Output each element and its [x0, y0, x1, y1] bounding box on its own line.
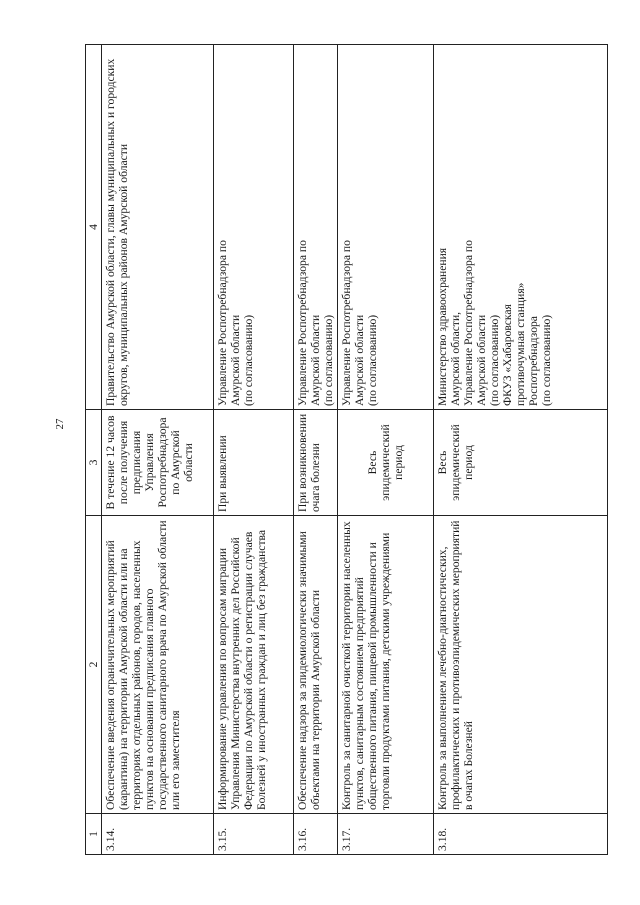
row-number: 3.17. [338, 814, 434, 855]
table-header-row [86, 45, 102, 855]
executor-cell: Управление Роспотребнадзора по Амурской области (по согласованию) [338, 45, 434, 410]
measure-cell: Контроль за выполнением лечебно-диагностических, профилактических и противоэпидемических мероприятий в очагах Болезней [434, 516, 608, 814]
measure-cell: Обеспечение введения ограничительных мероприятий (карантина) на территории Амурской области или на территориях отдельных районов, городов, населенных пунктов на основании предписания главного государственного санитарного врача по Амурской области или его заместителя [102, 516, 214, 814]
term-cell: При возникновении очага болезни [294, 410, 338, 516]
term-cell: В течение 12 часов после получения предписания Управления Роспотребнадзора по Амурской области [102, 410, 214, 516]
term-cell: При выявлении [214, 410, 294, 516]
landscape-page [85, 45, 607, 855]
header-col-4: 4 [86, 45, 102, 410]
executor-cell: Управление Роспотребнадзора по Амурской области (по согласованию) [214, 45, 294, 410]
executor-cell: Правительство Амурской области, главы муниципальных и городских округов, муниципальных районов Амурской области [102, 45, 214, 410]
table-row [338, 45, 434, 855]
measure-cell: Информирование управления по вопросам миграции Управления Министерства внутренних дел Российской Федерации по Амурской области о регистрации случаев Болезней у иностранных граждан и лиц без гражданства [214, 516, 294, 814]
page-number: 27 [54, 418, 66, 430]
table-row [434, 45, 608, 855]
row-number: 3.15. [214, 814, 294, 855]
measure-cell: Контроль за санитарной очисткой территории населенных пунктов, санитарным состоянием предприятий общественного питания, пищевой промышленности и торговли продуктами питания, детскими учреждениями [338, 516, 434, 814]
measure-cell: Обеспечение надзора за эпидемиологически значимыми объектами на территории Амурской области [294, 516, 338, 814]
header-col-2: 2 [86, 516, 102, 814]
row-number: 3.18. [434, 814, 608, 855]
rotated-table-container [85, 45, 607, 855]
table-row [214, 45, 294, 855]
term-cell: Весь эпидемический период [338, 410, 434, 516]
table-row [294, 45, 338, 855]
executor-cell: Министерство здравоохранения Амурской области, Управление Роспотребнадзора по Амурской области (по согласованию) ФКУЗ «Хабаровская противочумная станция» Роспотребнадзора (по согласованию) [434, 45, 608, 410]
header-col-3: 3 [86, 410, 102, 516]
executor-cell: Управление Роспотребнадзора по Амурской области (по согласованию) [294, 45, 338, 410]
row-number: 3.14. [102, 814, 214, 855]
measures-table [85, 44, 608, 855]
table-row [102, 45, 214, 855]
row-number: 3.16. [294, 814, 338, 855]
header-col-1: 1 [86, 814, 102, 855]
term-cell: Весь эпидемический период [434, 410, 608, 516]
